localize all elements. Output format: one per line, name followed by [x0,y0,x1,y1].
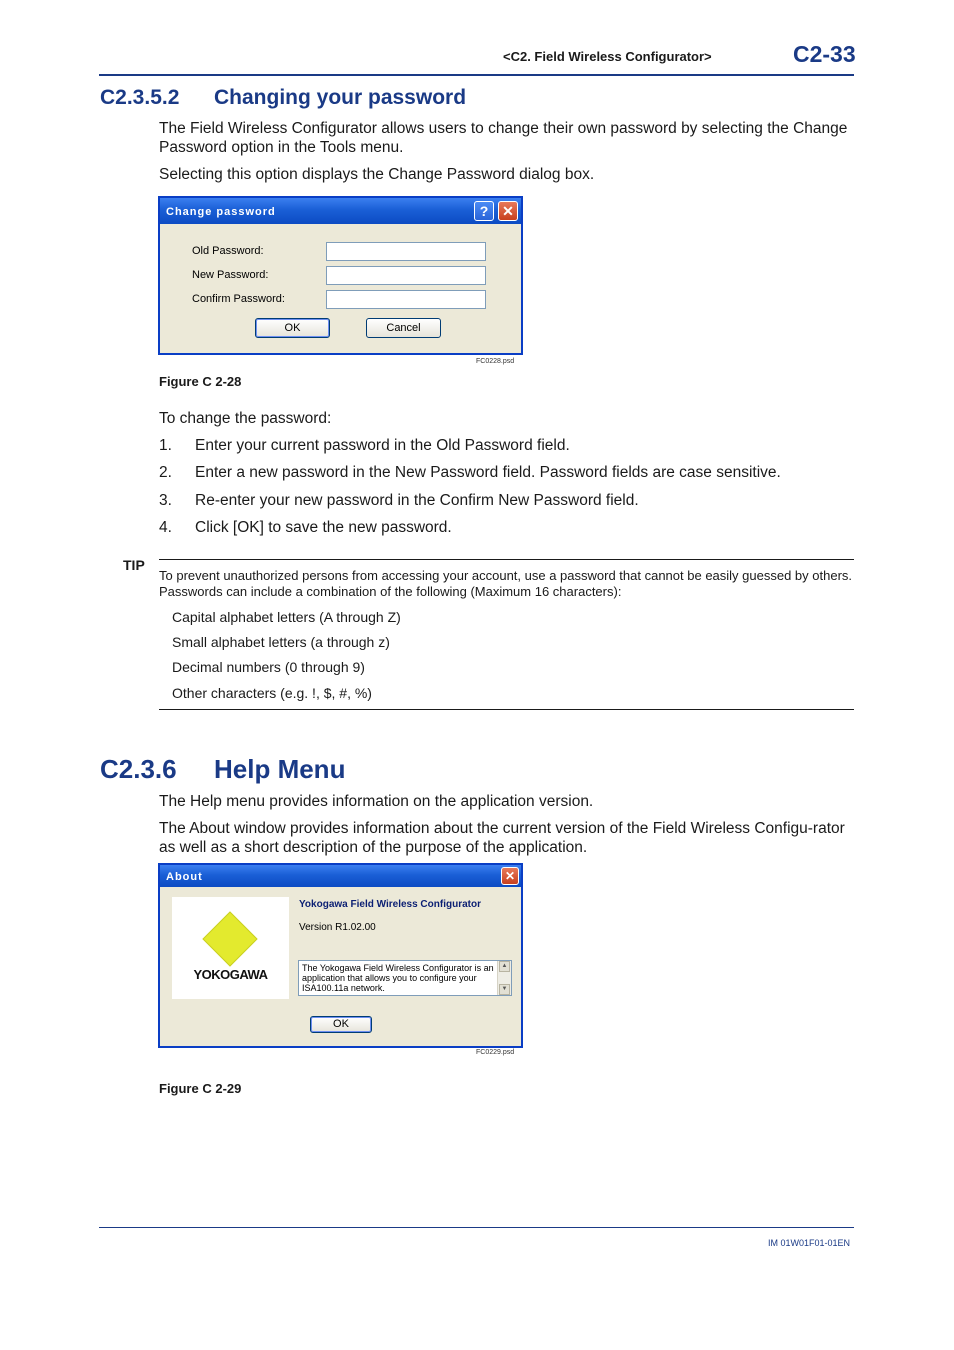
tip-label: TIP [123,557,145,573]
figure-caption: Figure C 2-29 [159,1081,242,1096]
step-number: 4. [159,519,172,536]
new-password-label: New Password: [192,269,269,281]
about-dialog [158,863,523,1048]
step-number: 1. [159,437,172,454]
step-number: 2. [159,464,172,481]
paragraph: The About window provides information about the current version of the Field Wireless Configu-rator as well as a short description of the purpose of the application. [159,820,845,856]
page-number: C2-33 [793,41,856,67]
paragraph: Selecting this option displays the Change Password dialog box. [159,166,595,183]
steps-intro: To change the password: [159,410,332,427]
section-title: Help Menu [214,754,346,784]
dialog-titlebar [160,865,521,887]
description-textarea[interactable] [298,960,512,996]
new-password-input[interactable] [326,266,486,285]
help-icon[interactable]: ? [474,201,494,221]
description-scrollbar[interactable] [497,961,511,995]
paragraph: The Field Wireless Configurator allows users to change their own password by selecting the Change Password option in the Tools menu. [159,120,848,156]
tip-bottom-rule [159,709,854,710]
close-icon[interactable]: ✕ [498,201,518,221]
figure-filename: FC0229.psd [476,1049,515,1056]
step-number: 3. [159,492,172,509]
step-text: Enter your current password in the Old Password field. [195,437,570,454]
change-password-dialog [158,196,523,355]
scroll-down-icon[interactable]: ▼ [499,984,510,995]
tip-list-item: Capital alphabet letters (A through Z) [172,609,401,625]
paragraph: The Help menu provides information on the application version. [159,793,594,810]
tip-text: To prevent unauthorized persons from accessing your account, use a password that cannot be easily guessed by others. Passwords can include a combination of the following (Maximum 16 characters): [159,568,853,599]
dialog-titlebar [160,198,521,224]
header-rule [99,74,854,76]
tip-list-item: Decimal numbers (0 through 9) [172,659,365,675]
logo-wordmark: YOKOGAWA [193,967,268,982]
tip-top-rule [159,559,854,560]
step-text: Re-enter your new password in the Confirm New Password field. [195,492,639,509]
tip-list-item: Other characters (e.g. !, $, #, %) [172,685,372,701]
product-name: Yokogawa Field Wireless Configurator [299,899,481,910]
footer-rule [99,1227,854,1228]
section-title: Changing your password [214,86,467,109]
yokogawa-logo [172,897,289,999]
dialog-title: About [166,871,203,883]
section-heading-help-menu [100,754,345,785]
tip-list-item: Small alphabet letters (a through z) [172,634,390,650]
close-icon[interactable]: ✕ [501,867,519,885]
old-password-input[interactable] [326,242,486,261]
ok-button[interactable]: OK [255,318,330,338]
section-heading-changing-password [100,86,466,110]
ok-button[interactable]: OK [310,1016,372,1033]
confirm-password-input[interactable] [326,290,486,309]
version-label: Version R1.02.00 [299,922,376,933]
confirm-password-label: Confirm Password: [192,293,285,305]
old-password-label: Old Password: [192,245,264,257]
section-number: C2.3.6 [100,754,177,784]
description-text: The Yokogawa Field Wireless Configurator is an application that allows you to configure your ISA100.11a network. [302,963,494,993]
section-number: C2.3.5.2 [100,86,180,109]
step-text: Enter a new password in the New Password field. Password fields are case sensitive. [195,464,781,481]
document-id: IM 01W01F01-01EN [768,1238,851,1248]
dialog-title: Change password [166,206,276,218]
cancel-button[interactable]: Cancel [366,318,441,338]
running-header-chapter: <C2. Field Wireless Configurator> [503,49,712,64]
logo-diamond-icon [172,897,289,999]
figure-caption: Figure C 2-28 [159,374,242,389]
figure-filename: FC0228.psd [476,358,515,365]
step-text: Click [OK] to save the new password. [195,519,452,536]
scroll-up-icon[interactable]: ▲ [499,961,510,972]
